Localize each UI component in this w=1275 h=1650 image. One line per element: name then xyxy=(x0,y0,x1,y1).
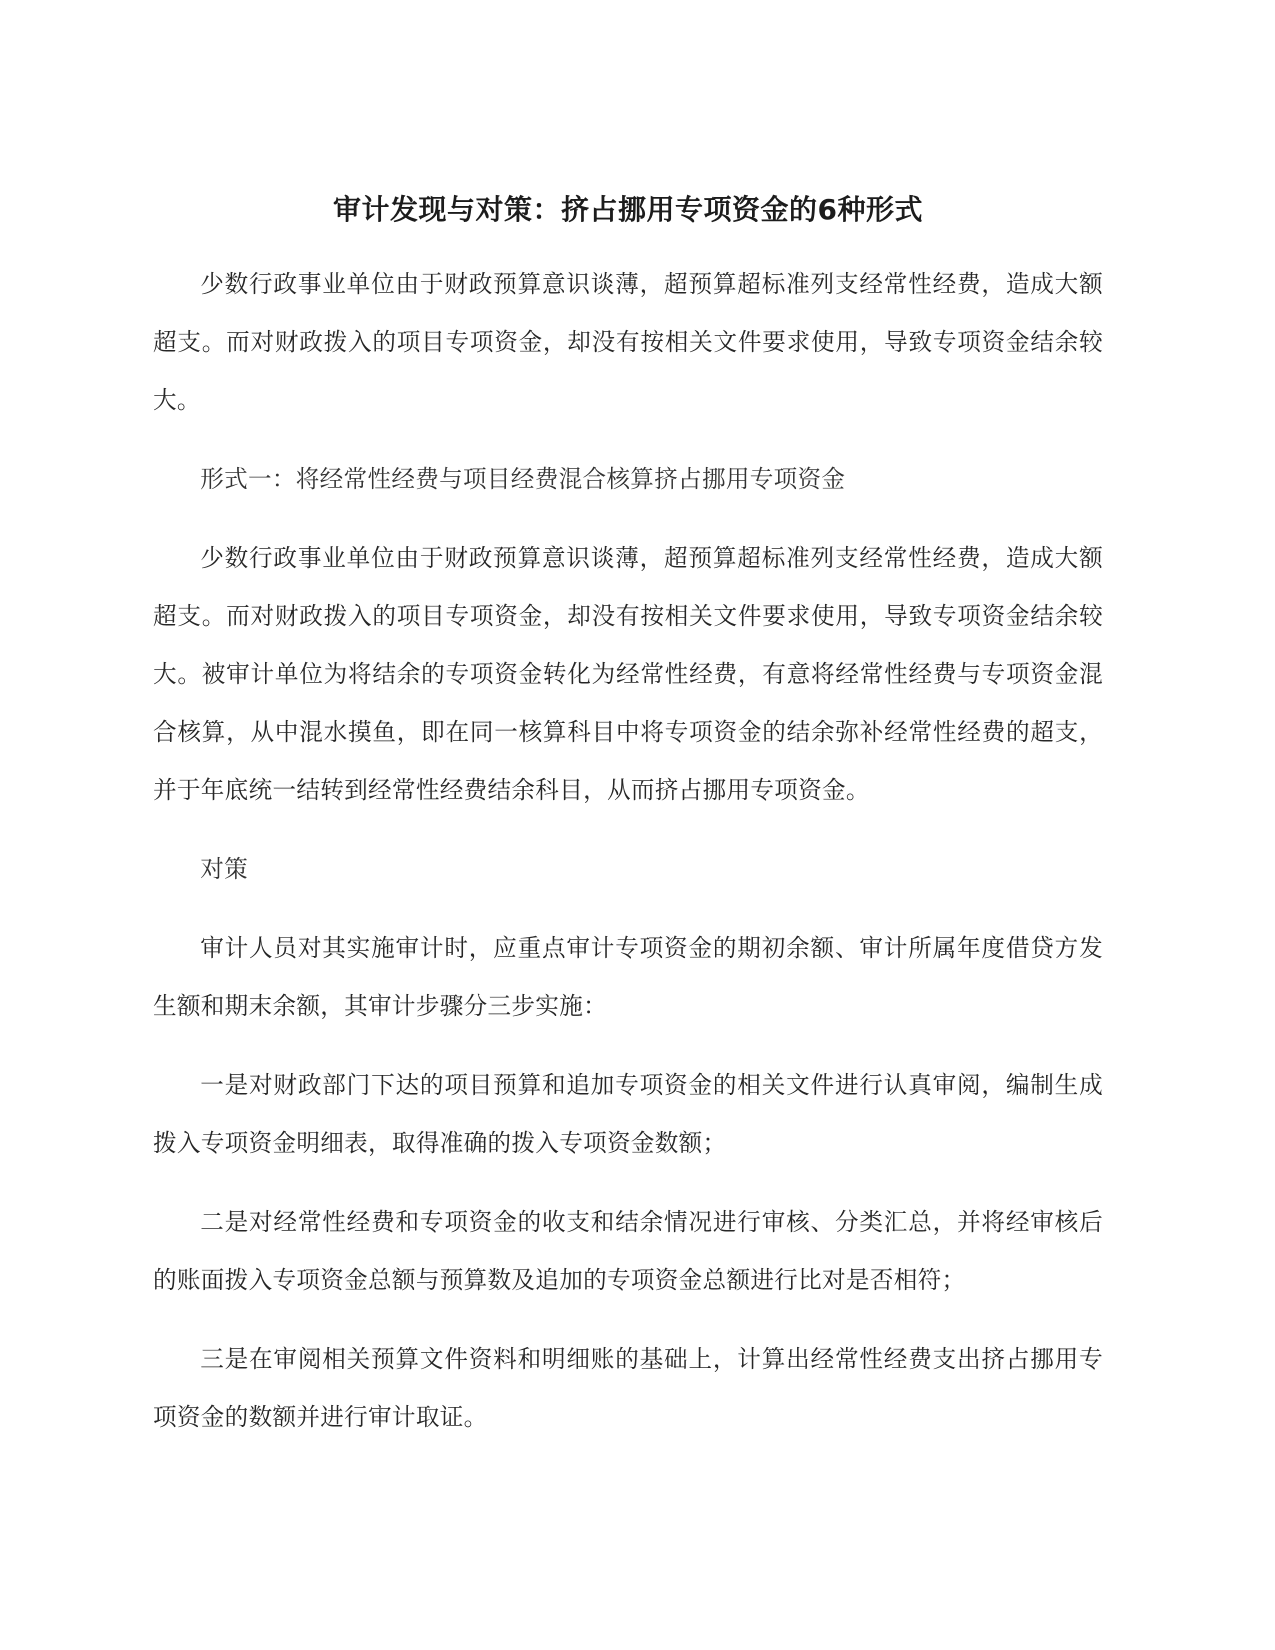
step-one-paragraph: 一是对财政部门下达的项目预算和追加专项资金的相关文件进行认真审阅，编制生成拨入专项资金明细表，取得准确的拨入专项资金数额； xyxy=(153,1071,1103,1157)
section-heading-form-one: 形式一：将经常性经费与项目经费混合核算挤占挪用专项资金 xyxy=(200,465,846,493)
intro-paragraph: 少数行政事业单位由于财政预算意识谈薄，超预算超标准列支经常性经费，造成大额超支。而对财政拨入的项目专项资金，却没有按相关文件要求使用，导致专项资金结余较大。 xyxy=(153,270,1103,414)
document-body xyxy=(153,190,1103,1467)
countermeasure-intro-paragraph: 审计人员对其实施审计时，应重点审计专项资金的期初余额、审计所属年度借贷方发生额和期末余额，其审计步骤分三步实施： xyxy=(153,934,1103,1020)
form-one-description-paragraph: 少数行政事业单位由于财政预算意识谈薄，超预算超标准列支经常性经费，造成大额超支。而对财政拨入的项目专项资金，却没有按相关文件要求使用，导致专项资金结余较大。被审计单位为将结余的专项资金转化为经常性经费，有意将经常性经费与专项资金混合核算，从中混水摸鱼，即在同一核算科目中将专项资金的结余弥补经常性经费的超支，并于年底统一结转到经常性经费结余科目，从而挤占挪用专项资金。 xyxy=(153,544,1103,804)
countermeasure-heading: 对策 xyxy=(200,855,248,883)
step-two-paragraph: 二是对经常性经费和专项资金的收支和结余情况进行审核、分类汇总，并将经审核后的账面拨入专项资金总额与预算数及追加的专项资金总额进行比对是否相符； xyxy=(153,1208,1103,1294)
document-title: 审计发现与对策：挤占挪用专项资金的6种形式 xyxy=(333,193,923,226)
step-three-paragraph: 三是在审阅相关预算文件资料和明细账的基础上，计算出经常性经费支出挤占挪用专项资金的数额并进行审计取证。 xyxy=(153,1345,1103,1431)
